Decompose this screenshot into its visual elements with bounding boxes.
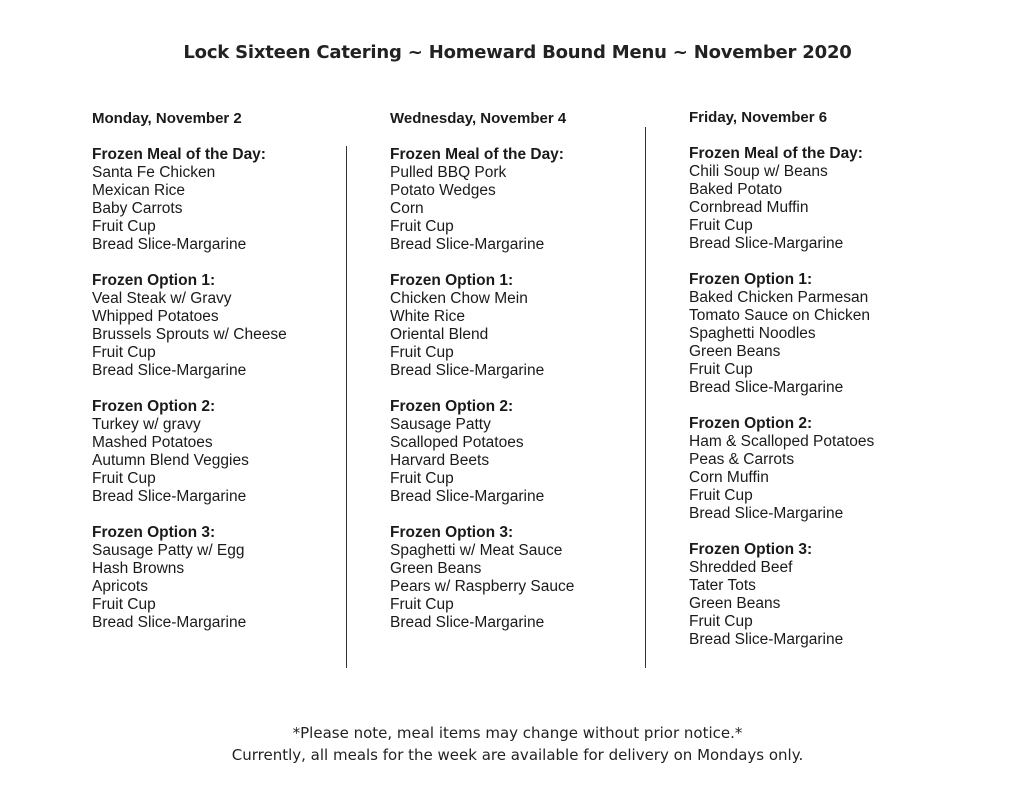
menu-item: Baby Carrots <box>92 200 183 217</box>
menu-section <box>390 146 670 254</box>
menu-item: Pears w/ Raspberry Sauce <box>390 578 575 595</box>
menu-item: Baked Potato <box>689 181 783 198</box>
menu-item: Bread Slice-Margarine <box>390 614 545 631</box>
menu-item: Autumn Blend Veggies <box>92 452 249 469</box>
menu-item: Pulled BBQ Pork <box>390 164 507 181</box>
menu-item: Sausage Patty <box>390 416 491 433</box>
menu-section-title: Frozen Option 3: <box>390 524 514 541</box>
menu-section <box>689 415 969 523</box>
menu-item: Ham & Scalloped Potatoes <box>689 433 875 450</box>
menu-item: Fruit Cup <box>92 596 156 613</box>
menu-item: Cornbread Muffin <box>689 199 809 216</box>
menu-item: Whipped Potatoes <box>92 308 219 325</box>
menu-section-title: Frozen Meal of the Day: <box>92 146 266 163</box>
menu-section-title: Frozen Meal of the Day: <box>390 146 564 163</box>
menu-section <box>92 524 372 632</box>
menu-item: Chili Soup w/ Beans <box>689 163 828 180</box>
menu-item: Green Beans <box>689 595 781 612</box>
menu-item: Santa Fe Chicken <box>92 164 216 181</box>
menu-section-title: Frozen Option 2: <box>390 398 514 415</box>
menu-section-title: Frozen Option 2: <box>689 415 813 432</box>
menu-item: Apricots <box>92 578 148 595</box>
menu-item: Scalloped Potatoes <box>390 434 524 451</box>
menu-item: Bread Slice-Margarine <box>92 488 247 505</box>
menu-item: Bread Slice-Margarine <box>689 235 844 252</box>
menu-section <box>689 145 969 253</box>
menu-item: Veal Steak w/ Gravy <box>92 290 232 307</box>
menu-item: Peas & Carrots <box>689 451 795 468</box>
menu-item: Fruit Cup <box>689 613 753 630</box>
menu-section-title: Frozen Option 1: <box>689 271 813 288</box>
menu-item: Bread Slice-Margarine <box>390 236 545 253</box>
menu-item: Bread Slice-Margarine <box>92 362 247 379</box>
menu-section-title: Frozen Meal of the Day: <box>689 145 863 162</box>
menu-item: Mashed Potatoes <box>92 434 213 451</box>
day-heading: Friday, November 6 <box>689 109 828 126</box>
menu-item: Bread Slice-Margarine <box>689 379 844 396</box>
menu-item: Fruit Cup <box>92 470 156 487</box>
menu-item: Fruit Cup <box>689 217 753 234</box>
menu-item: Chicken Chow Mein <box>390 290 528 307</box>
menu-item: Spaghetti Noodles <box>689 325 816 342</box>
menu-section-title: Frozen Option 1: <box>390 272 514 289</box>
menu-item: Tater Tots <box>689 577 756 594</box>
menu-item: Bread Slice-Margarine <box>92 236 247 253</box>
day-column-monday <box>92 110 372 650</box>
menu-item: Harvard Beets <box>390 452 490 469</box>
menu-item: Shredded Beef <box>689 559 793 576</box>
menu-item: Fruit Cup <box>390 470 454 487</box>
menu-item: Bread Slice-Margarine <box>390 488 545 505</box>
menu-item: Fruit Cup <box>689 361 753 378</box>
menu-item: Potato Wedges <box>390 182 496 199</box>
menu-item: Fruit Cup <box>689 487 753 504</box>
menu-item: Green Beans <box>689 343 781 360</box>
menu-item: Baked Chicken Parmesan <box>689 289 869 306</box>
menu-item: White Rice <box>390 308 465 325</box>
menu-item: Turkey w/ gravy <box>92 416 201 433</box>
menu-item: Bread Slice-Margarine <box>689 505 844 522</box>
menu-item: Bread Slice-Margarine <box>390 362 545 379</box>
menu-section <box>390 524 670 632</box>
day-heading: Wednesday, November 4 <box>390 110 567 127</box>
menu-section <box>92 146 372 254</box>
menu-item: Brussels Sprouts w/ Cheese <box>92 326 287 343</box>
menu-section <box>390 272 670 380</box>
footer-note-line-1: *Please note, meal items may change without prior notice.* <box>292 724 743 742</box>
menu-item: Fruit Cup <box>390 218 454 235</box>
menu-item: Bread Slice-Margarine <box>92 614 247 631</box>
menu-item: Corn <box>390 200 424 217</box>
menu-section-title: Frozen Option 3: <box>689 541 813 558</box>
menu-item: Fruit Cup <box>92 344 156 361</box>
menu-item: Fruit Cup <box>390 596 454 613</box>
footer-note-line-2: Currently, all meals for the week are available for delivery on Mondays only. <box>231 746 804 764</box>
menu-section <box>689 541 969 649</box>
menu-item: Fruit Cup <box>92 218 156 235</box>
menu-item: Tomato Sauce on Chicken <box>689 307 870 324</box>
menu-section-title: Frozen Option 2: <box>92 398 216 415</box>
menu-section-title: Frozen Option 3: <box>92 524 216 541</box>
footer-note <box>0 722 1035 766</box>
menu-item: Hash Browns <box>92 560 185 577</box>
menu-item: Green Beans <box>390 560 482 577</box>
menu-item: Sausage Patty w/ Egg <box>92 542 245 559</box>
page-title: Lock Sixteen Catering ~ Homeward Bound Menu ~ November 2020 <box>183 42 852 63</box>
day-column-friday <box>689 109 969 667</box>
menu-section <box>689 271 969 397</box>
menu-section <box>92 272 372 380</box>
menu-section <box>92 398 372 506</box>
menu-section <box>390 398 670 506</box>
menu-section-title: Frozen Option 1: <box>92 272 216 289</box>
menu-item: Bread Slice-Margarine <box>689 631 844 648</box>
day-heading: Monday, November 2 <box>92 110 242 127</box>
menu-item: Spaghetti w/ Meat Sauce <box>390 542 563 559</box>
menu-item: Mexican Rice <box>92 182 186 199</box>
menu-item: Corn Muffin <box>689 469 769 486</box>
menu-item: Fruit Cup <box>390 344 454 361</box>
menu-item: Oriental Blend <box>390 326 489 343</box>
day-column-wednesday <box>390 110 670 650</box>
